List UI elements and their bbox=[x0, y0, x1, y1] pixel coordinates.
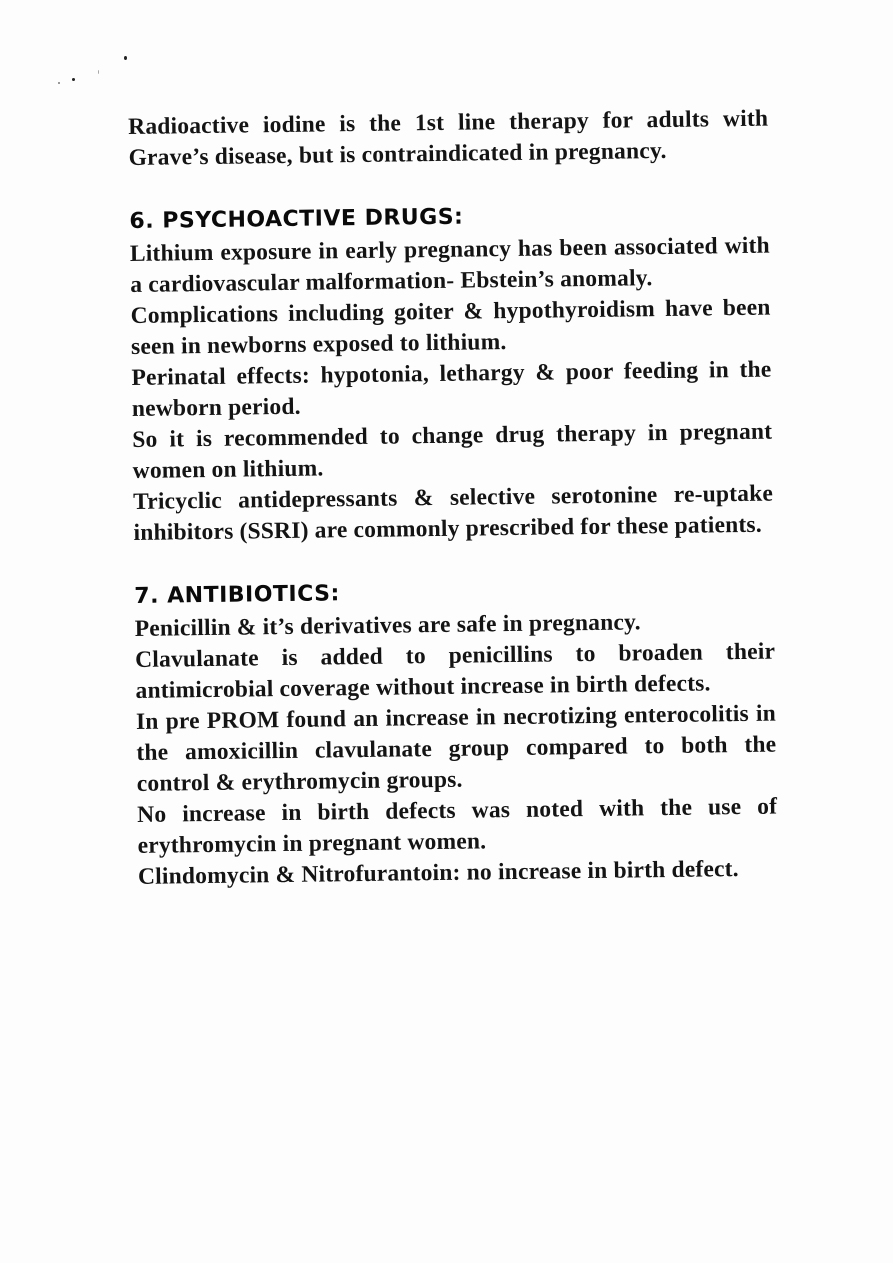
section-title: PSYCHOACTIVE DRUGS: bbox=[162, 204, 464, 234]
section-antibiotics bbox=[134, 574, 778, 893]
paragraph: In pre PROM found an increase in necrotizing enterocolitis in the amoxicillin clavulanate group compared to both the control & erythromycin groups. bbox=[135, 700, 777, 797]
paragraph: Tricyclic antidepressants & selective serotonine re-uptake inhibitors (SSRI) are commonly prescribed for these patients. bbox=[132, 480, 774, 546]
section-number: 6. bbox=[129, 208, 155, 234]
paragraph: No increase in birth defects was noted with the use of erythromycin in pregnant women. bbox=[137, 793, 778, 859]
page-content bbox=[128, 104, 778, 893]
paragraph: Lithium exposure in early pregnancy has been associated with a cardiovascular malformation- Ebstein’s anomaly. bbox=[129, 232, 770, 298]
section-number: 7. bbox=[134, 583, 160, 609]
paragraph: Penicillin & it’s derivatives are safe in pregnancy. bbox=[134, 609, 641, 642]
paragraph: So it is recommended to change drug therapy in pregnant women on lithium. bbox=[132, 418, 773, 484]
paragraph: Perinatal effects: hypotonia, lethargy & poor feeding in the newborn period. bbox=[131, 356, 772, 422]
section-title: ANTIBIOTICS: bbox=[167, 581, 341, 609]
section-psychoactive-drugs bbox=[129, 199, 773, 549]
paragraph: Clindomycin & Nitrofurantoin: no increase in birth defect. bbox=[137, 856, 739, 890]
intro-paragraph: Radioactive iodine is the 1st line therapy for adults with Grave’s disease, but is contraindicated in pregnancy. bbox=[128, 105, 769, 171]
paragraph: Complications including goiter & hypothyroidism have been seen in newborns exposed to lithium. bbox=[130, 294, 771, 360]
scan-specks bbox=[46, 52, 136, 92]
paragraph: Clavulanate is added to penicillins to broaden their antimicrobial coverage without increase in birth defects. bbox=[135, 638, 776, 704]
